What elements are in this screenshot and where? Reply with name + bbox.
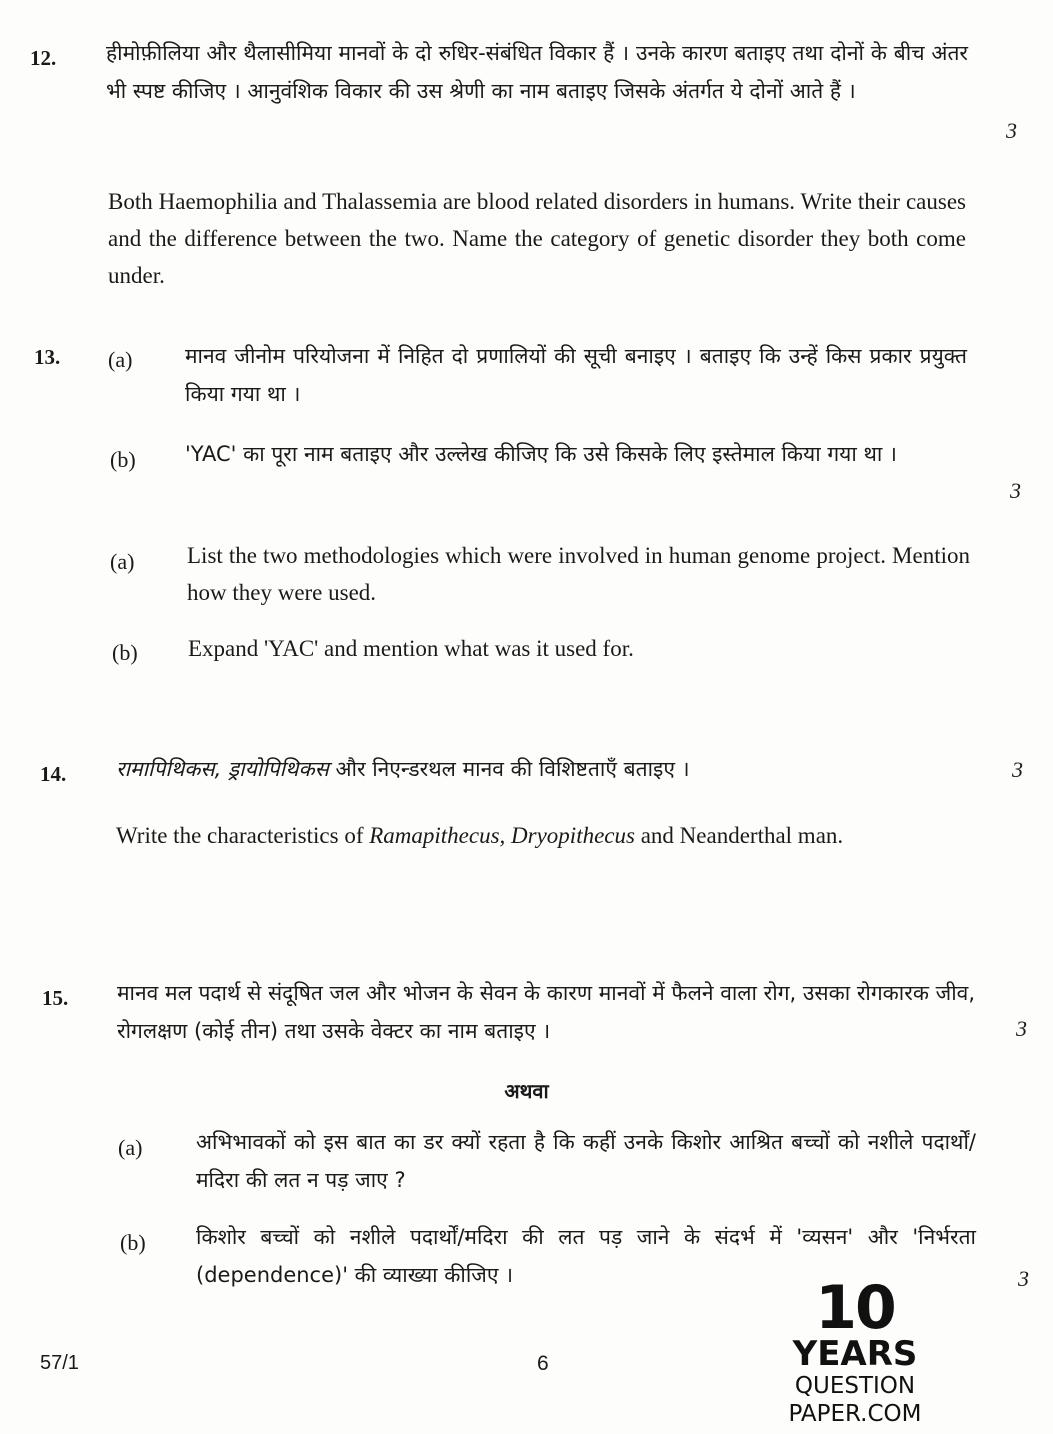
q15-or-marks: 3 xyxy=(1018,1266,1029,1291)
q13a-hindi-text: मानव जीनोम परियोजना में निहित दो प्रणालियों की सूची बनाइए । बताइए कि उन्हें किस प्रकार प्रयुक्त किया गया था । xyxy=(185,344,967,406)
q14-hindi-rest: और निएन्डरथल मानव की विशिष्टताएँ बताइए । xyxy=(328,757,690,781)
question-number-13: 13. xyxy=(34,345,61,369)
q15b-label: (b) xyxy=(120,1230,146,1255)
q15b-hindi-text: किशोर बच्चों को नशीले पदार्थों/मदिरा की लत पड़ जाने के संदर्भ में 'व्यसन' और 'निर्भरता (dependence)' की व्याख्या कीजिए । xyxy=(196,1225,976,1287)
question-number-12: 12. xyxy=(30,46,57,70)
q14-english-pre: Write the characteristics of xyxy=(116,823,370,848)
q14-english-text xyxy=(116,817,984,854)
q13-marks: 3 xyxy=(1010,478,1021,503)
q13a-english-text: List the two methodologies which were involved in human genome project. Mention how they were used. xyxy=(187,543,970,605)
page-number: 6 xyxy=(537,1352,549,1375)
paper-code: 57/1 xyxy=(40,1352,79,1374)
q15a-hindi-text: अभिभावकों को इस बात का डर क्यों रहता है कि कहीं उनके किशोर आश्रित बच्चों को नशीले पदार्थों/मदिरा की लत न पड़ जाए ? xyxy=(196,1130,976,1192)
brand-line-site: QUESTION PAPER.COM xyxy=(788,1373,922,1427)
q13b-label-english: (b) xyxy=(112,640,138,665)
q15-hindi-text: मानव मल पदार्थ से संदूषित जल और भोजन के सेवन के कारण मानवों में फैलने वाला रोग, उसका रोगकारक जीव, रोगलक्षण (कोई तीन) तथा उसके वेक्टर का नाम बताइए । xyxy=(117,981,975,1043)
q15a-label: (a) xyxy=(118,1135,143,1160)
q13a-label-hindi: (a) xyxy=(108,347,133,372)
question-number-14: 14. xyxy=(40,762,67,786)
q15-marks: 3 xyxy=(1016,1016,1027,1041)
q14-english-italic: Ramapithecus, Dryopithecus xyxy=(369,823,635,848)
brand-logo xyxy=(730,1273,980,1428)
q12-english-text: Both Haemophilia and Thalassemia are blood related disorders in humans. Write their causes and the difference between the two. Name the category of genetic disorder they both come under. xyxy=(108,189,966,288)
or-separator: अथवा xyxy=(504,1079,549,1103)
q12-hindi-text: हीमोफ़ीलिया और थैलासीमिया मानवों के दो रुधिर-संबंधित विकार हैं । उनके कारण बताइए तथा दोनों के बीच अंतर भी स्पष्ट कीजिए । आनुवंशिक विकार की उस श्रेणी का नाम बताइए जिसके अंतर्गत ये दोनों आते हैं । xyxy=(106,41,968,103)
question-number-15: 15. xyxy=(42,986,69,1010)
brand-line-10: 10 xyxy=(815,1273,895,1343)
q14-english-post: and Neanderthal man. xyxy=(634,823,844,848)
q13a-label-english: (a) xyxy=(110,549,135,574)
q13b-english-text: Expand 'YAC' and mention what was it used for. xyxy=(188,636,634,661)
q14-hindi-italic: रामापिथिकस, ड्रायोपिथिकस xyxy=(116,757,329,781)
brand-line-years: YEARS xyxy=(792,1334,918,1374)
q14-hindi-text xyxy=(116,750,916,788)
q13b-hindi-text: 'YAC' का पूरा नाम बताइए और उल्लेख कीजिए कि उसे किसके लिए इस्तेमाल किया गया था । xyxy=(185,442,897,466)
q14-marks: 3 xyxy=(1012,757,1023,782)
q12-marks: 3 xyxy=(1006,118,1017,143)
q13b-label-hindi: (b) xyxy=(110,447,136,472)
